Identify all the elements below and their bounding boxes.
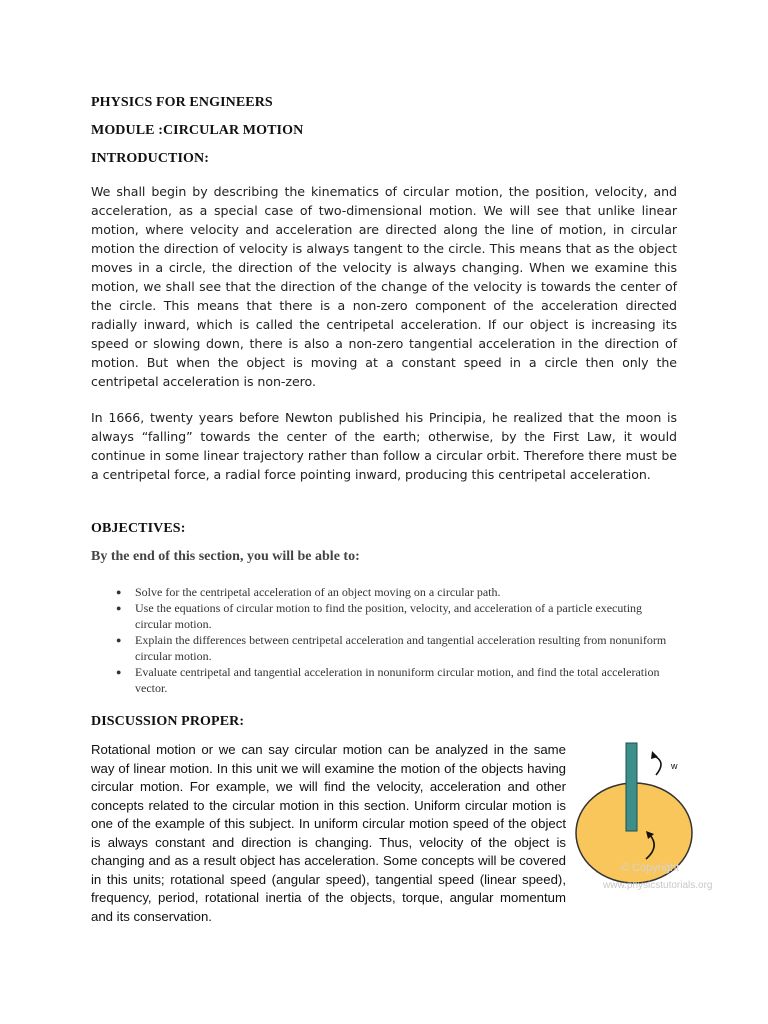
objectives-intro: By the end of this section, you will be able to: (91, 549, 360, 564)
bullet-icon: ● (116, 587, 122, 597)
website-watermark: www.physicstutorials.org (603, 880, 713, 891)
objectives-list (116, 584, 676, 696)
objective-item (116, 664, 676, 696)
objective-item (116, 584, 676, 600)
rotation-axis-rod (626, 743, 637, 831)
rotation-arrow-icon (656, 757, 661, 775)
bullet-icon: ● (116, 667, 122, 677)
bullet-icon: ● (116, 635, 122, 645)
objective-item (116, 600, 676, 632)
objective-text: Explain the differences between centripetal acceleration and tangential acceleration resulting from nonuniform circular motion. (135, 633, 667, 663)
intro-paragraph-1: We shall begin by describing the kinematics of circular motion, the position, velocity, and acceleration, as a special case of two-dimensional motion. We will see that unlike linear motion, where velocity and acceleration are directed along the line of motion, in circular motion the direction of velocity is always tangent to the circle. This means that as the object moves in a circle, the direction of the velocity is always changing. When we examine this motion, we shall see that the direction of the change of the velocity is towards the center of the circle. This means that there is a non-zero component of the acceleration directed radially inward, which is called the centripetal acceleration. If our object is increasing its speed or slowing down, there is also a non-zero tangential acceleration in the direction of motion. But when the object is moving at a constant speed in a circle then only the centripetal acceleration is non-zero. (91, 184, 677, 389)
bullet-icon: ● (116, 603, 122, 613)
discussion-paragraph: Rotational motion or we can say circular motion can be analyzed in the same way of linear motion. In this unit we will examine the motion of the objects having circular motion. For example, we will find the velocity, acceleration and other concepts related to the circular motion in this section. Uniform circular motion is one of the example of this subject. In uniform circular motion speed of the object is always constant and direction is changing. Thus, velocity of the object is changing and as a result object has acceleration. Some concepts will be covered in this units; rotational speed (angular speed), tangential speed (linear speed), frequency, period, rotational inertia of the objects, torque, angular momentum and its conservation. (91, 742, 566, 924)
discussion-heading: DISCUSSION PROPER: (91, 714, 245, 729)
objective-text: Use the equations of circular motion to find the position, velocity, and acceleration of a particle executing circular motion. (135, 601, 643, 631)
objective-text: Evaluate centripetal and tangential acceleration in nonuniform circular motion, and find the total acceleration vector. (135, 665, 660, 695)
angular-velocity-label: w (671, 761, 678, 771)
introduction-heading: INTRODUCTION: (91, 151, 209, 166)
objective-text: Solve for the centripetal acceleration of an object moving on a circular path. (135, 585, 501, 599)
objectives-heading: OBJECTIVES: (91, 521, 186, 536)
intro-paragraph-2: In 1666, twenty years before Newton published his Principia, he realized that the moon is always “falling” towards the center of the earth; otherwise, by the First Law, it would continue in some linear trajectory rather than follow a circular orbit. Therefore there must be a centripetal force, a radial force pointing inward, producing this centripetal acceleration. (91, 410, 677, 482)
copyright-watermark: © Copyright (621, 862, 680, 874)
course-title: PHYSICS FOR ENGINEERS (91, 95, 273, 110)
module-title: MODULE :CIRCULAR MOTION (91, 123, 304, 138)
objective-item (116, 632, 676, 664)
